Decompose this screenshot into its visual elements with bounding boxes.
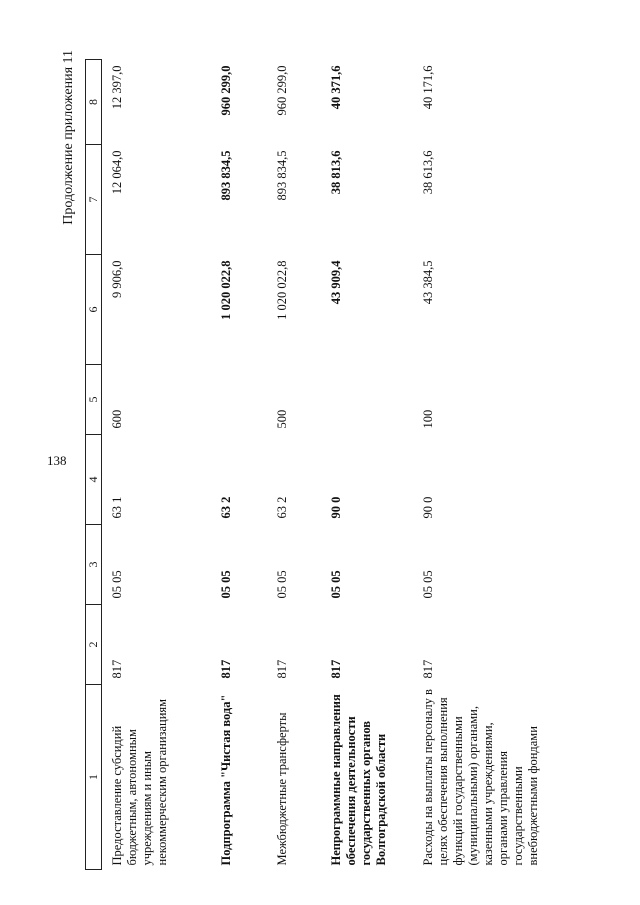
column-header-2: 2 bbox=[86, 605, 102, 685]
cell-c6: 43 384,5 bbox=[421, 260, 435, 305]
page-number: 138 bbox=[47, 453, 67, 468]
column-header-5: 5 bbox=[86, 365, 102, 435]
cell-c3: 05 05 bbox=[275, 570, 289, 599]
column-header-8: 8 bbox=[86, 60, 102, 145]
row-name: Непрограммные направления обеспечения деятельности государственных органов Волгоградской области bbox=[329, 694, 388, 866]
cell-c7: 893 834,5 bbox=[275, 150, 289, 201]
cell-c8: 12 397,0 bbox=[110, 65, 124, 110]
cell-c2: 817 bbox=[421, 659, 435, 679]
cell-c2: 817 bbox=[329, 659, 343, 679]
cell-c3: 05 05 bbox=[329, 570, 343, 599]
cell-c4: 90 0 bbox=[329, 496, 343, 519]
budget-table bbox=[85, 59, 602, 870]
cell-c2: 817 bbox=[219, 659, 233, 679]
column-header-3: 3 bbox=[86, 525, 102, 605]
cell-c3: 05 05 bbox=[421, 570, 435, 599]
cell-c5 bbox=[321, 365, 413, 435]
cell-c6: 43 909,4 bbox=[329, 260, 343, 305]
cell-c8: 960 299,0 bbox=[219, 65, 233, 116]
cell-c3: 05 05 bbox=[219, 570, 233, 599]
cell-c4: 63 1 bbox=[110, 496, 124, 519]
table-row bbox=[267, 60, 321, 870]
cell-c4: 63 2 bbox=[219, 496, 233, 519]
row-name: Межбюджетные трансферты bbox=[275, 712, 289, 866]
cell-c5: 500 bbox=[275, 409, 289, 429]
cell-c8: 40 171,6 bbox=[421, 65, 435, 110]
cell-c7: 38 613,6 bbox=[421, 150, 435, 195]
table-row bbox=[211, 60, 267, 870]
header-row bbox=[86, 60, 102, 870]
column-header-1: 1 bbox=[86, 685, 102, 870]
table-row bbox=[321, 60, 413, 870]
row-name: Подпрограмма "Чистая вода" bbox=[219, 694, 233, 866]
cell-c5: 600 bbox=[110, 409, 124, 429]
cell-c5 bbox=[211, 365, 267, 435]
cell-c7: 12 064,0 bbox=[110, 150, 124, 195]
cell-c6: 1 020 022,8 bbox=[219, 260, 233, 320]
cell-c7: 893 834,5 bbox=[219, 150, 233, 201]
appendix-caption: Продолжение приложения 11 bbox=[61, 50, 76, 225]
cell-c2: 817 bbox=[275, 659, 289, 679]
cell-c7: 38 813,6 bbox=[329, 150, 343, 195]
cell-c5: 100 bbox=[421, 409, 435, 429]
cell-c8: 40 371,6 bbox=[329, 65, 343, 110]
cell-c6: 1 020 022,8 bbox=[275, 260, 289, 320]
column-header-6: 6 bbox=[86, 255, 102, 365]
cell-c3: 05 05 bbox=[110, 570, 124, 599]
cell-c8: 960 299,0 bbox=[275, 65, 289, 116]
table-row bbox=[102, 60, 212, 870]
table-row bbox=[413, 60, 602, 870]
row-name: Предоставление субсидий бюджетным, автономным учреждениям и иным некоммерческим организациям bbox=[110, 698, 169, 866]
column-header-7: 7 bbox=[86, 145, 102, 255]
cell-c2: 817 bbox=[110, 659, 124, 679]
row-name: Расходы на выплаты персоналу в целях обеспечения выполнения функций государственными (муниципальными) органами, казенными учреждениями, органами управления государственными внебюджетными фондами bbox=[421, 689, 540, 866]
rotated-content bbox=[61, 10, 605, 870]
cell-c4: 63 2 bbox=[275, 496, 289, 519]
cell-c4: 90 0 bbox=[421, 496, 435, 519]
column-header-4: 4 bbox=[86, 435, 102, 525]
cell-c6: 9 906,0 bbox=[110, 260, 124, 298]
